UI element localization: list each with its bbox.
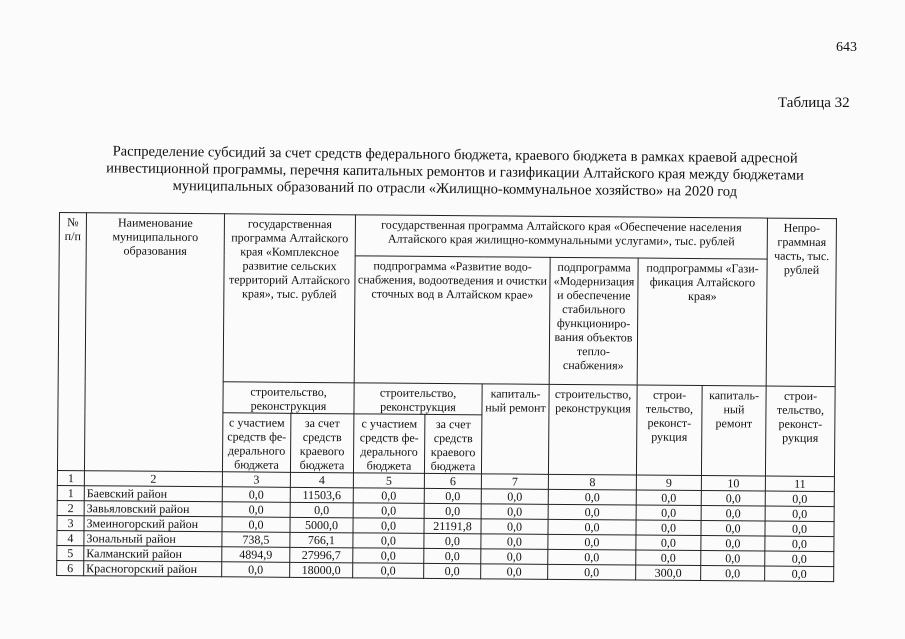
amount-cell: 0,0 bbox=[701, 551, 765, 567]
amount-cell: 300,0 bbox=[636, 565, 701, 581]
heading-line: муниципальных образований по отрасли «Жилищно-коммунальное хозяйство» на 2020 год bbox=[172, 178, 738, 200]
column-number-cell: 9 bbox=[636, 475, 701, 491]
amount-cell: 0,0 bbox=[222, 517, 290, 533]
amount-cell: 0,0 bbox=[765, 491, 834, 507]
row-number-cell: 6 bbox=[57, 560, 84, 575]
amount-cell: 0,0 bbox=[701, 506, 765, 522]
column-number-cell: 5 bbox=[353, 473, 424, 489]
header-np-construction: строи-тельство, реконст-рукция bbox=[765, 386, 835, 477]
municipality-name-cell: Калманский район bbox=[84, 546, 222, 562]
amount-cell: 0,0 bbox=[548, 534, 636, 550]
amount-cell: 0,0 bbox=[290, 502, 353, 517]
amount-cell: 4894,9 bbox=[222, 547, 290, 563]
amount-cell: 0,0 bbox=[765, 551, 834, 567]
amount-cell: 0,0 bbox=[548, 564, 636, 580]
amount-cell: 738,5 bbox=[222, 532, 290, 548]
amount-cell: 0,0 bbox=[481, 564, 548, 580]
amount-cell: 0,0 bbox=[424, 488, 481, 503]
header-prog2: государственная программа Алтайского края «Обеспечение населения Алтайского края жилищно-коммунальными услугами», тыс. рублей bbox=[355, 215, 767, 259]
amount-cell: 0,0 bbox=[353, 518, 424, 534]
amount-cell: 27996,7 bbox=[290, 547, 353, 562]
column-number-cell: 6 bbox=[424, 473, 481, 488]
table-body bbox=[57, 485, 835, 581]
municipality-name-cell: Красногорский район bbox=[84, 561, 222, 577]
amount-cell: 0,0 bbox=[765, 536, 834, 552]
header-with-federal: с участием средств фе-дерального бюджета bbox=[222, 413, 290, 473]
header-name: Наименование муниципального образования bbox=[84, 213, 224, 472]
amount-cell: 0,0 bbox=[222, 502, 290, 518]
amount-cell: 0,0 bbox=[481, 549, 548, 565]
amount-cell: 0,0 bbox=[222, 562, 290, 578]
column-number-cell: 8 bbox=[548, 474, 636, 490]
amount-cell: 0,0 bbox=[765, 521, 834, 537]
heading-line: Распределение субсидий за счет средств федерального бюджета, краевого бюджета в рамках краевой адресной bbox=[112, 143, 798, 167]
column-number-cell: 4 bbox=[290, 472, 353, 487]
municipality-name-cell: Зональный район bbox=[84, 531, 222, 547]
header-s1-repair: капиталь-ный ремонт bbox=[481, 384, 549, 475]
amount-cell: 5000,0 bbox=[290, 517, 353, 532]
amount-cell: 0,0 bbox=[636, 490, 701, 506]
header-sub3: подпрограммы «Гази-фикация Алтайского края» bbox=[637, 258, 767, 386]
amount-cell: 0,0 bbox=[353, 548, 424, 564]
amount-cell: 0,0 bbox=[765, 506, 834, 522]
header-nonprog: Непро-граммная часть, тыс. рублей bbox=[766, 218, 836, 387]
amount-cell: 0,0 bbox=[701, 521, 765, 537]
municipality-name-cell: Завьяловский район bbox=[84, 501, 222, 517]
header-s3-repair: капиталь-ный ремонт bbox=[701, 386, 766, 476]
column-number-cell: 7 bbox=[481, 474, 548, 490]
header-with-federal: с участием средств фе-дерального бюджета bbox=[353, 414, 424, 474]
amount-cell: 0,0 bbox=[424, 563, 481, 578]
amount-cell: 0,0 bbox=[353, 563, 424, 579]
amount-cell: 0,0 bbox=[548, 504, 636, 520]
amount-cell: 0,0 bbox=[481, 519, 548, 535]
subsidy-table bbox=[56, 212, 837, 582]
amount-cell: 0,0 bbox=[353, 503, 424, 519]
amount-cell: 0,0 bbox=[424, 503, 481, 518]
row-number-cell: 2 bbox=[57, 500, 84, 515]
amount-cell: 0,0 bbox=[765, 566, 834, 582]
amount-cell: 0,0 bbox=[481, 534, 548, 550]
header-s3-construction: строи-тельство, реконст-рукция bbox=[636, 385, 702, 476]
amount-cell: 0,0 bbox=[353, 488, 424, 504]
document-heading bbox=[60, 143, 850, 202]
amount-cell: 0,0 bbox=[548, 489, 636, 505]
amount-cell: 0,0 bbox=[424, 548, 481, 563]
amount-cell: 766,1 bbox=[290, 532, 353, 547]
row-number-cell: 3 bbox=[57, 515, 84, 530]
amount-cell: 0,0 bbox=[548, 549, 636, 565]
amount-cell: 0,0 bbox=[701, 566, 765, 582]
municipality-name-cell: Баевский район bbox=[84, 486, 222, 502]
amount-cell: 0,0 bbox=[222, 487, 290, 503]
amount-cell: 0,0 bbox=[636, 520, 701, 536]
heading-line: инвестиционной программы, перечня капитальных ремонтов и газификации Алтайского края между бюджетами bbox=[106, 160, 804, 184]
header-s1-construction: строительство, реконструкция bbox=[354, 383, 482, 415]
header-prog1: государственная программа Алтайского края «Комплексное развитие сельских территорий Алтайского края», тыс. рублей bbox=[223, 214, 355, 383]
amount-cell: 0,0 bbox=[548, 519, 636, 535]
page-number: 643 bbox=[836, 40, 857, 55]
row-number-cell: 4 bbox=[57, 530, 84, 545]
column-number-cell: 11 bbox=[765, 476, 834, 492]
amount-cell: 0,0 bbox=[353, 533, 424, 549]
header-sub2: подпрограмма «Модернизация и обеспечение стабильного функциониро-вания объектов тепло-снабжения» bbox=[549, 257, 638, 385]
column-number-cell: 10 bbox=[701, 476, 765, 492]
header-s2-construction: строительство, реконструкция bbox=[548, 384, 637, 475]
amount-cell: 0,0 bbox=[636, 505, 701, 521]
amount-cell: 11503,6 bbox=[290, 487, 353, 502]
column-number-cell: 2 bbox=[84, 471, 222, 487]
amount-cell: 18000,0 bbox=[290, 562, 353, 577]
table-label: Таблица 32 bbox=[778, 95, 850, 111]
header-regional: за счет средств краевого бюджета bbox=[424, 414, 481, 473]
amount-cell: 21191,8 bbox=[424, 518, 481, 533]
header-p1-construction: строительство, реконструкция bbox=[223, 382, 354, 414]
amount-cell: 0,0 bbox=[701, 536, 765, 552]
row-number-cell: 1 bbox=[57, 485, 84, 500]
amount-cell: 0,0 bbox=[424, 533, 481, 548]
row-number-cell: 5 bbox=[57, 545, 84, 560]
header-regional: за счет средств краевого бюджета bbox=[290, 413, 353, 472]
amount-cell: 0,0 bbox=[701, 491, 765, 507]
amount-cell: 0,0 bbox=[636, 550, 701, 566]
amount-cell: 0,0 bbox=[481, 504, 548, 520]
header-num: № п/п bbox=[57, 213, 86, 471]
amount-cell: 0,0 bbox=[636, 535, 701, 551]
header-sub1: подпрограмма «Развитие водо-снабжения, водоотведения и очистки сточных вод в Алтайском крае» bbox=[354, 256, 550, 385]
amount-cell: 0,0 bbox=[481, 489, 548, 505]
column-number-cell: 3 bbox=[222, 472, 290, 488]
municipality-name-cell: Змеиногорский район bbox=[84, 516, 222, 532]
column-number-cell: 1 bbox=[57, 470, 84, 485]
